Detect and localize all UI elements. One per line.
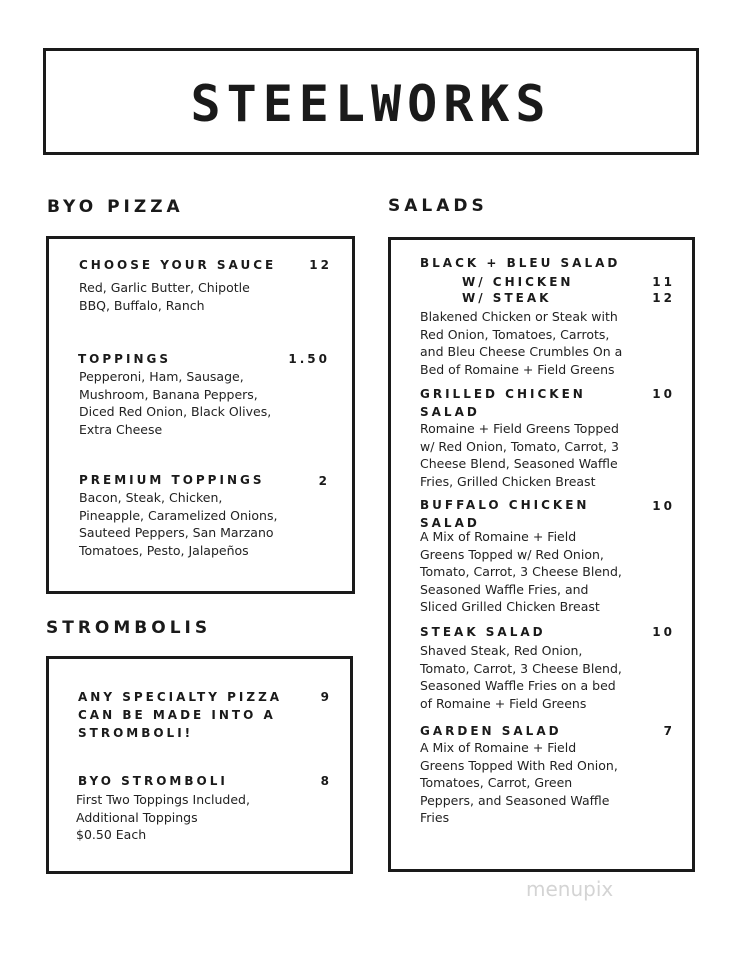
sauce-item-desc bbox=[79, 279, 250, 314]
toppings-item-name: TOPPINGS bbox=[78, 352, 171, 366]
grilled-chicken-salad-name bbox=[420, 385, 586, 421]
desc-line: Tomatoes, Carrot, Green bbox=[420, 775, 573, 790]
desc-line: Sauteed Peppers, San Marzano bbox=[79, 525, 274, 540]
desc-line: Blakened Chicken or Steak with bbox=[420, 309, 618, 324]
grilled-chicken-salad-desc bbox=[420, 420, 619, 490]
menupix-watermark: menupix bbox=[526, 877, 614, 901]
desc-line: Tomato, Carrot, 3 Cheese Blend, bbox=[420, 660, 622, 676]
desc-line: Peppers, and Seasoned Waffle bbox=[420, 792, 610, 808]
grilled-chicken-salad-price: 10 bbox=[652, 387, 675, 401]
sauce-item-price: 12 bbox=[309, 258, 332, 272]
garden-salad-price: 7 bbox=[663, 724, 675, 738]
toppings-item-price: 1.50 bbox=[288, 352, 330, 366]
desc-line: Pepperoni, Ham, Sausage, bbox=[79, 369, 244, 384]
specialty-stromboli-price: 9 bbox=[320, 690, 332, 704]
name-line: GRILLED CHICKEN bbox=[420, 387, 586, 401]
with-chicken-price: 11 bbox=[652, 275, 675, 289]
name-line: CAN BE MADE INTO A bbox=[78, 708, 276, 722]
desc-line: of Romaine + Field Greens bbox=[420, 695, 587, 711]
premium-item-price: 2 bbox=[318, 474, 330, 488]
name-line: BUFFALO CHICKEN bbox=[420, 498, 590, 512]
desc-line: Additional Toppings bbox=[76, 809, 198, 825]
desc-line: Tomato, Carrot, 3 Cheese Blend, bbox=[420, 564, 622, 579]
toppings-item-desc bbox=[79, 368, 271, 438]
desc-line: Sliced Grilled Chicken Breast bbox=[420, 599, 600, 614]
with-steak-label: W/ STEAK bbox=[462, 291, 552, 305]
desc-line: A Mix of Romaine + Field bbox=[420, 529, 577, 544]
desc-line: Cheese Blend, Seasoned Waffle bbox=[420, 456, 618, 471]
title-box bbox=[43, 48, 699, 155]
desc-line: Fries, Grilled Chicken Breast bbox=[420, 473, 596, 489]
desc-line: Greens Topped w/ Red Onion, bbox=[420, 546, 604, 562]
steak-salad-price: 10 bbox=[652, 625, 675, 639]
steak-salad-name: STEAK SALAD bbox=[420, 625, 546, 639]
strombolis-heading: STROMBOLIS bbox=[46, 618, 212, 638]
buffalo-chicken-salad-price: 10 bbox=[652, 499, 675, 513]
desc-line: Pineapple, Caramelized Onions, bbox=[79, 507, 278, 523]
restaurant-title: STEELWORKS bbox=[190, 75, 552, 133]
name-line: SALAD bbox=[420, 405, 480, 419]
premium-item-name: PREMIUM TOPPINGS bbox=[79, 473, 265, 487]
desc-line: Extra Cheese bbox=[79, 421, 163, 437]
desc-line: Greens Topped With Red Onion, bbox=[420, 757, 618, 773]
name-line: SALAD bbox=[420, 516, 480, 530]
desc-line: Red, Garlic Butter, Chipotle bbox=[79, 280, 250, 295]
desc-line: Shaved Steak, Red Onion, bbox=[420, 643, 583, 658]
byo-stromboli-name: BYO STROMBOLI bbox=[78, 774, 228, 788]
with-steak-price: 12 bbox=[652, 291, 675, 305]
desc-line: Red Onion, Tomatoes, Carrots, bbox=[420, 326, 610, 342]
desc-line: Diced Red Onion, Black Olives, bbox=[79, 404, 272, 419]
desc-line: Seasoned Waffle Fries, and bbox=[420, 581, 589, 597]
byo-pizza-heading: BYO PIZZA bbox=[47, 197, 184, 217]
garden-salad-desc bbox=[420, 739, 618, 827]
steak-salad-desc bbox=[420, 642, 622, 712]
desc-line: Fries bbox=[420, 810, 450, 825]
desc-line: Bacon, Steak, Chicken, bbox=[79, 490, 223, 505]
desc-line: $0.50 Each bbox=[76, 827, 147, 842]
desc-line: A Mix of Romaine + Field bbox=[420, 740, 577, 755]
desc-line: Seasoned Waffle Fries on a bed bbox=[420, 678, 616, 693]
sauce-item-name: CHOOSE YOUR SAUCE bbox=[79, 258, 277, 272]
name-line: STROMBOLI! bbox=[78, 726, 194, 740]
byo-stromboli-price: 8 bbox=[320, 774, 332, 788]
desc-line: First Two Toppings Included, bbox=[76, 792, 250, 807]
desc-line: Bed of Romaine + Field Greens bbox=[420, 361, 615, 377]
desc-line: w/ Red Onion, Tomato, Carrot, 3 bbox=[420, 438, 619, 454]
byo-stromboli-desc bbox=[76, 791, 250, 844]
with-chicken-label: W/ CHICKEN bbox=[462, 275, 574, 289]
buffalo-chicken-salad-name bbox=[420, 496, 589, 532]
desc-line: BBQ, Buffalo, Ranch bbox=[79, 297, 205, 313]
name-line: ANY SPECIALTY PIZZA bbox=[78, 690, 283, 704]
black-bleu-salad-name: BLACK + BLEU SALAD bbox=[420, 256, 621, 270]
desc-line: Romaine + Field Greens Topped bbox=[420, 421, 619, 436]
garden-salad-name: GARDEN SALAD bbox=[420, 724, 562, 738]
desc-line: Tomatoes, Pesto, Jalapeños bbox=[79, 542, 249, 558]
buffalo-chicken-salad-desc bbox=[420, 528, 622, 616]
specialty-stromboli-name bbox=[78, 688, 282, 742]
desc-line: and Bleu Cheese Crumbles On a bbox=[420, 344, 623, 359]
salads-heading: SALADS bbox=[388, 196, 488, 216]
desc-line: Mushroom, Banana Peppers, bbox=[79, 386, 258, 402]
premium-item-desc bbox=[79, 489, 277, 559]
black-bleu-salad-desc bbox=[420, 308, 622, 378]
